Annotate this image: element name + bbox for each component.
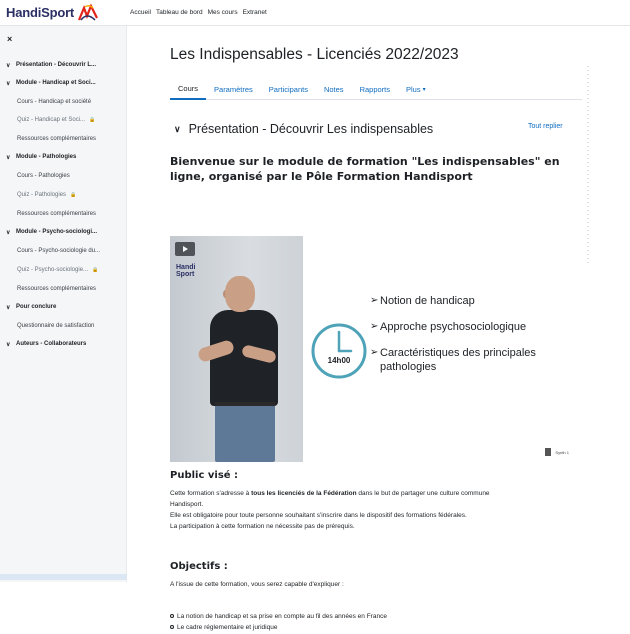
chevron-down-icon[interactable]: ∨ bbox=[6, 229, 11, 236]
list-item: Le cadre réglementaire et juridique bbox=[170, 624, 277, 631]
public-heading: Public visé : bbox=[170, 470, 239, 481]
intro-video[interactable] bbox=[170, 236, 573, 462]
sidebar-item-label: Module - Handicap et Soci... bbox=[16, 80, 96, 86]
sidebar-section[interactable] bbox=[0, 151, 127, 163]
sidebar-item-label: Ressources complémentaires bbox=[17, 211, 97, 217]
sidebar-item-label: Auteurs - Collaborateurs bbox=[16, 341, 87, 347]
course-index-drawer bbox=[0, 26, 127, 582]
sidebar-activity[interactable] bbox=[0, 170, 127, 182]
video-bullet: ➢ Caractéristiques des principales pathologies bbox=[370, 347, 536, 373]
sidebar-activity[interactable] bbox=[0, 283, 127, 295]
sidebar-activity[interactable] bbox=[0, 208, 127, 220]
sidebar-section[interactable] bbox=[0, 338, 127, 350]
chevron-down-icon[interactable]: ∨ bbox=[6, 154, 11, 161]
sidebar-item-label: Cours - Psycho-sociologie du... bbox=[17, 248, 101, 254]
sidebar-item-label: Quiz - Psycho-sociologie... bbox=[17, 267, 89, 273]
nav-accueil[interactable]: Accueil bbox=[130, 9, 151, 16]
tab-parametres[interactable]: Paramètres bbox=[214, 84, 253, 94]
tab-notes[interactable]: Notes bbox=[323, 84, 344, 94]
lock-icon: 🔒 bbox=[70, 192, 77, 198]
nav-mes-cours[interactable]: Mes cours bbox=[207, 9, 238, 16]
section-header[interactable] bbox=[174, 122, 433, 136]
nav-extranet[interactable]: Extranet bbox=[242, 9, 267, 16]
lock-icon: 🔒 bbox=[92, 267, 99, 273]
course-tabs bbox=[170, 78, 582, 100]
bullet-circle-icon bbox=[170, 614, 174, 618]
chevron-down-icon[interactable]: ∨ bbox=[6, 341, 11, 348]
primary-nav bbox=[128, 9, 270, 16]
bullet-circle-icon bbox=[170, 625, 174, 629]
logo-mark-icon bbox=[77, 4, 99, 22]
tab-participants[interactable]: Participants bbox=[268, 84, 308, 94]
clock-icon bbox=[310, 322, 368, 380]
sidebar-item-label: Ressources complémentaires bbox=[17, 136, 97, 142]
video-presenter-panel bbox=[170, 236, 303, 462]
sidebar-activity[interactable] bbox=[0, 264, 127, 276]
sidebar-footer-bar bbox=[0, 574, 127, 580]
section-title: Présentation - Découvrir Les indispensables bbox=[188, 122, 434, 136]
chevron-down-icon[interactable]: ∨ bbox=[6, 80, 11, 87]
sidebar-activity[interactable] bbox=[0, 114, 127, 126]
welcome-heading: Bienvenue sur le module de formation "Les indispensables" en ligne, organisé par le Pôle Formation Handisport bbox=[170, 155, 560, 183]
sidebar-item-label: Questionnaire de satisfaction bbox=[17, 323, 95, 329]
collapse-all-link[interactable]: Tout replier bbox=[528, 123, 563, 130]
chevron-down-icon[interactable]: ∨ bbox=[6, 62, 11, 69]
sidebar-item-label: Présentation - Découvrir L... bbox=[16, 62, 97, 68]
sidebar-activity[interactable] bbox=[0, 189, 127, 201]
video-bullet: ➢ Approche psychosociologique bbox=[370, 321, 527, 333]
video-bullets bbox=[370, 294, 570, 386]
tab-cours[interactable]: Cours bbox=[170, 78, 206, 100]
public-line-3: Elle est obligatoire pour toute personne souhaitant s'inscrire dans le dispositif des formations fédérales. bbox=[170, 512, 467, 519]
page-scrollbar[interactable] bbox=[585, 26, 591, 582]
partner-logo-icon bbox=[545, 448, 551, 456]
tab-plus[interactable] bbox=[398, 78, 434, 100]
sidebar-item-label: Cours - Handicap et société bbox=[17, 99, 92, 105]
presenter-jeans bbox=[215, 402, 275, 462]
page-title: Les Indispensables - Licenciés 2022/2023 bbox=[170, 46, 459, 63]
handisport-logo[interactable] bbox=[0, 0, 128, 26]
tab-rapports[interactable]: Rapports bbox=[359, 84, 390, 94]
video-footer-logos: Synth 1 bbox=[545, 448, 569, 456]
close-drawer-icon[interactable]: × bbox=[7, 34, 13, 44]
sidebar-activity[interactable] bbox=[0, 133, 127, 145]
list-item: La notion de handicap et sa prise en compte au fil des années en France bbox=[170, 613, 387, 620]
sidebar-item-label: Pour conclure bbox=[16, 304, 57, 310]
tab-plus-label: Plus bbox=[406, 84, 421, 94]
chevron-down-icon: ▾ bbox=[422, 86, 426, 93]
video-logo: Handi Sport bbox=[176, 264, 196, 278]
sidebar-item-label: Ressources complémentaires bbox=[17, 286, 97, 292]
sidebar-item-label: Module - Pathologies bbox=[16, 154, 77, 160]
arrow-icon: ➢ bbox=[370, 347, 379, 358]
sidebar-section[interactable] bbox=[0, 226, 127, 238]
public-line-4: La participation à cette formation ne nécessite pas de prérequis. bbox=[170, 523, 355, 530]
sidebar-item-label: Module - Psycho-sociologi... bbox=[16, 229, 98, 235]
presenter-head bbox=[225, 276, 255, 312]
sidebar-item-label: Cours - Pathologies bbox=[17, 173, 70, 179]
nav-tableau-de-bord[interactable]: Tableau de bord bbox=[155, 9, 203, 16]
arrow-icon: ➢ bbox=[370, 295, 379, 306]
sidebar-activity[interactable] bbox=[0, 96, 127, 108]
sidebar-section[interactable] bbox=[0, 301, 127, 313]
top-navbar bbox=[0, 0, 630, 26]
sidebar-activity[interactable] bbox=[0, 320, 127, 332]
public-line-2: Handisport. bbox=[170, 501, 204, 508]
section-chevron-icon[interactable]: ∨ bbox=[174, 123, 181, 134]
objectives-heading: Objectifs : bbox=[170, 561, 228, 572]
objectives-intro: A l'issue de cette formation, vous serez capable d'expliquer : bbox=[170, 581, 344, 588]
clock-label: 14h00 bbox=[327, 356, 351, 365]
public-line-1: Cette formation s'adresse à tous les licenciés de la Fédération dans le but de partager une culture commune bbox=[170, 490, 490, 497]
video-bullet: ➢ Notion de handicap bbox=[370, 295, 475, 307]
lock-icon: 🔒 bbox=[89, 117, 96, 123]
sidebar-item-label: Quiz - Pathologies bbox=[17, 192, 67, 198]
sidebar-section[interactable] bbox=[0, 59, 127, 71]
sidebar-item-label: Quiz - Handicap et Soci... bbox=[17, 117, 86, 123]
logo-text: HandiSport bbox=[6, 5, 75, 20]
sidebar-activity[interactable] bbox=[0, 245, 127, 257]
arrow-icon: ➢ bbox=[370, 321, 379, 332]
sidebar-section[interactable] bbox=[0, 77, 127, 89]
chevron-down-icon[interactable]: ∨ bbox=[6, 304, 11, 311]
play-icon[interactable] bbox=[175, 242, 195, 256]
